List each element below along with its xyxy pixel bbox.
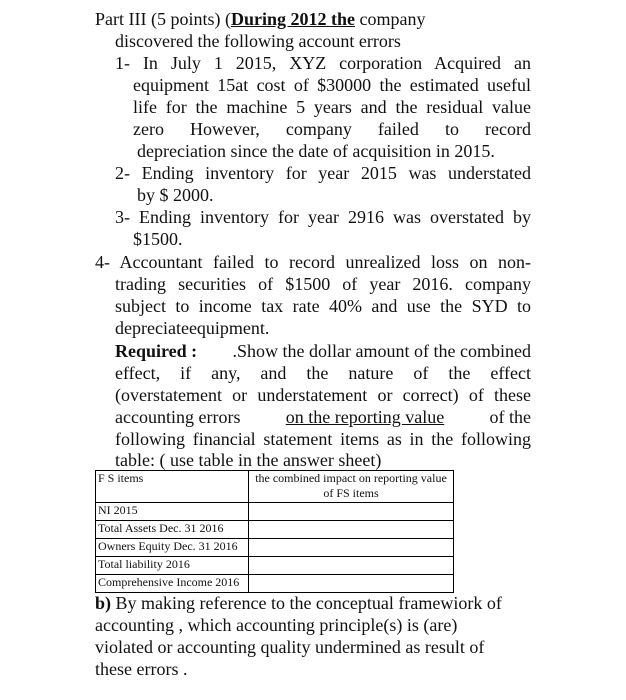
item4-line: 4- Accountant failed to record unrealized loss on non- <box>95 252 531 272</box>
table-row-answer-cell[interactable] <box>249 557 454 575</box>
part-b-line: these errors . <box>95 659 188 679</box>
table-row-label: Comprehensive Income 2016 <box>96 575 249 593</box>
table-header-row <box>96 471 454 503</box>
item4-line: trading securities of $1500 of year 2016. company <box>115 274 531 294</box>
table-row <box>96 521 454 539</box>
table-row <box>96 557 454 575</box>
table-row-answer-cell[interactable] <box>249 539 454 557</box>
item1-line: life for the machine 5 years and the residual value <box>133 97 531 117</box>
required-line2: effect, if any, and the nature of the effect <box>115 363 531 383</box>
table-row-label: NI 2015 <box>96 503 249 521</box>
part-b-text: By making reference to the conceptual framewiork of <box>111 593 502 613</box>
item4-line: subject to income tax rate 40% and use the SYD to <box>115 296 531 316</box>
table-row <box>96 539 454 557</box>
heading-bold: During 2012 the <box>230 9 355 29</box>
required-line4-pre: accounting errors <box>115 407 241 427</box>
item2-line: by $ 2000. <box>137 185 214 205</box>
required-line5: following financial statement items as in the following <box>115 429 531 449</box>
item3-line: $1500. <box>133 229 183 249</box>
fs-items-table <box>95 470 454 593</box>
item4-line: depreciateequipment. <box>115 318 270 338</box>
item3-line: 3- Ending inventory for year 2916 was overstated by <box>115 207 531 227</box>
item2-line: 2- Ending inventory for year 2015 was understated <box>115 163 531 183</box>
item1-line: equipment 15at cost of $30000 the estimated useful <box>133 75 531 95</box>
table-row <box>96 575 454 593</box>
table-row-label: Total liability 2016 <box>96 557 249 575</box>
required-text: .Show the dollar amount of the combined <box>232 341 531 361</box>
item1-line: 1- In July 1 2015, XYZ corporation Acquired an <box>115 53 531 73</box>
required-line3: (overstatement or understatement or correct) of these <box>115 385 531 405</box>
part-b-label: b) <box>95 593 112 613</box>
table-row <box>96 503 454 521</box>
part-heading <box>95 8 425 30</box>
intro-text: discovered the following account errors <box>115 31 401 51</box>
table-row-answer-cell[interactable] <box>249 521 454 539</box>
part-b-line1 <box>95 592 531 614</box>
required-line6: table: ( use table in the answer sheet) <box>115 450 382 470</box>
table-header-left: F S items <box>96 471 249 503</box>
table-row-answer-cell[interactable] <box>249 503 454 521</box>
heading-prefix: Part III (5 points) ( <box>95 9 231 29</box>
part-b-line: accounting , which accounting principle(s) is (are) <box>95 615 458 635</box>
item1-line: depreciation since the date of acquisition in 2015. <box>137 141 495 161</box>
part-b-line: violated or accounting quality undermined as result of <box>95 637 485 657</box>
required-line1 <box>115 340 531 362</box>
heading-suffix: company <box>354 9 426 29</box>
table-row-answer-cell[interactable] <box>249 575 454 593</box>
required-line4 <box>115 406 531 428</box>
required-line4-post: of the <box>489 407 531 427</box>
table-header-right: the combined impact on reporting value of FS items <box>249 471 454 503</box>
required-label: Required : <box>115 341 198 361</box>
table-row-label: Total Assets Dec. 31 2016 <box>96 521 249 539</box>
table-row-label: Owners Equity Dec. 31 2016 <box>96 539 249 557</box>
item1-line: zero However, company failed to record <box>133 119 531 139</box>
required-line4-underlined: on the reporting value <box>285 407 445 427</box>
